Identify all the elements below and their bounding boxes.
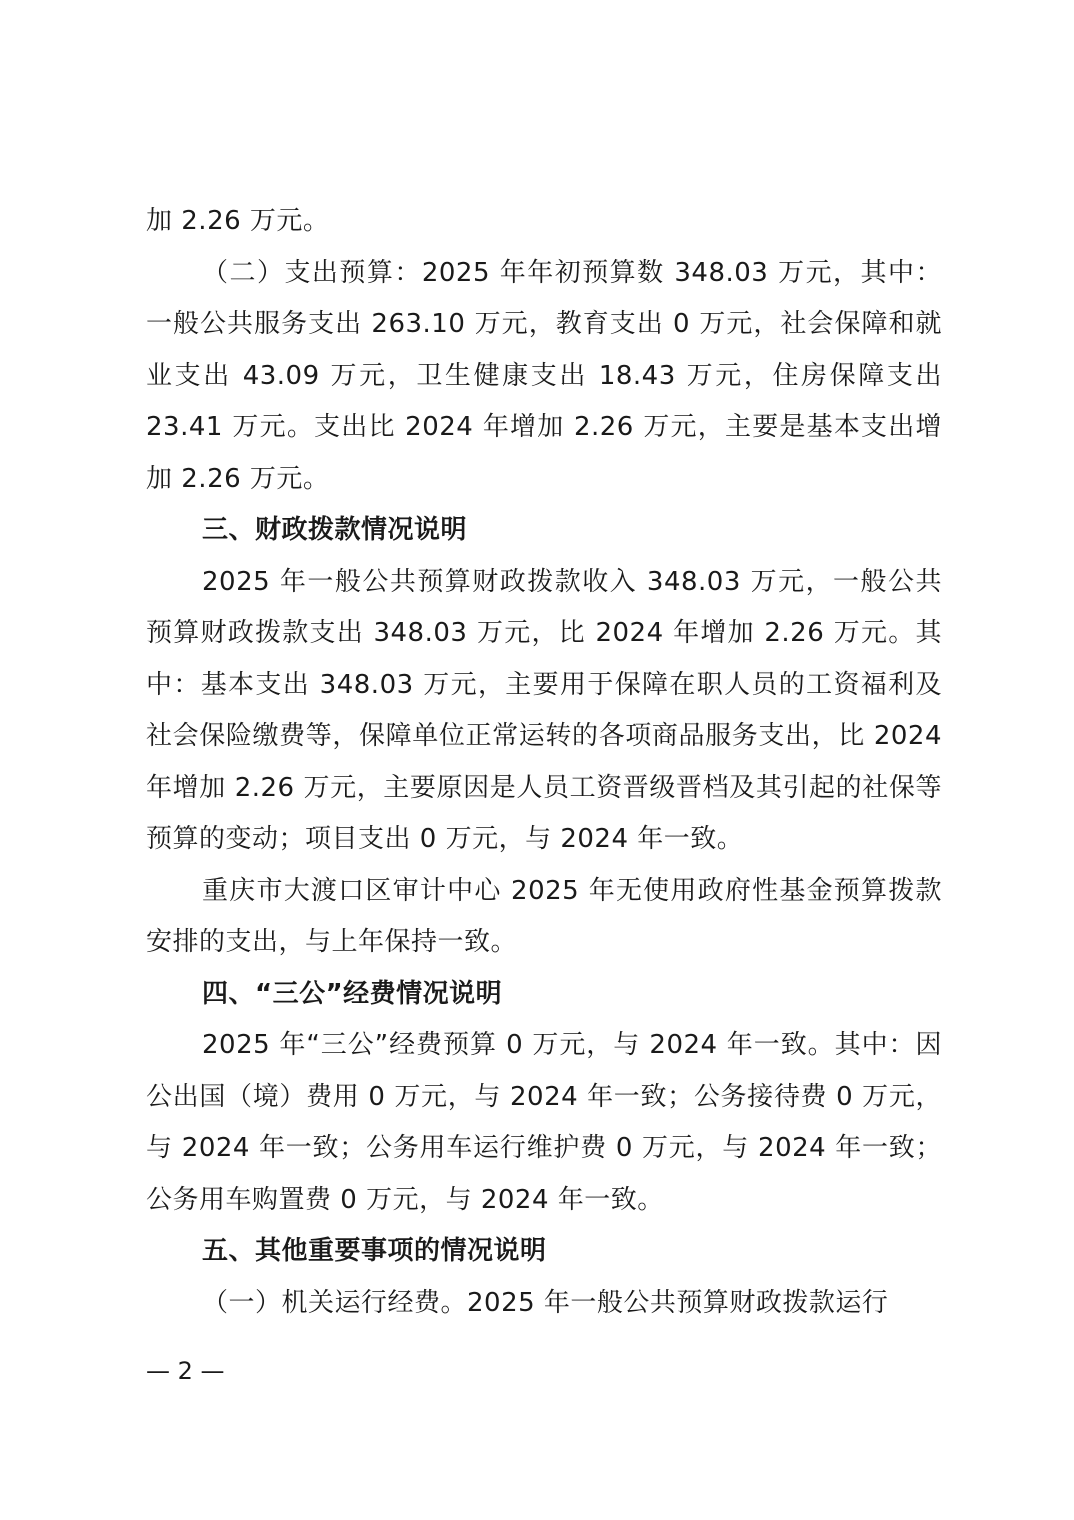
paragraph-fiscal-appropriation: 2025 年一般公共预算财政拨款收入 348.03 万元，一般公共预算财政拨款支出 348.03 万元，比 2024 年增加 2.26 万元。其中：基本支出 348.03 万元，主要用于保障在职人员的工资福利及社会保险缴费等，保障单位正常运转的各项商品服务支出，比 2024 年增加 2.26 万元，主要原因是人员工资晋级晋档及其引起的社保等预算的变动；项目支出 0 万元，与 2024 年一致。 <box>146 566 942 854</box>
paragraph-operating-expenses: （一）机关运行经费。2025 年一般公共预算财政拨款运行 <box>202 1287 889 1318</box>
page-number: — 2 — <box>146 1357 225 1385</box>
paragraph-government-fund: 重庆市大渡口区审计中心 2025 年无使用政府性基金预算拨款安排的支出，与上年保持一致。 <box>146 875 942 957</box>
paragraph-continuation: 加 2.26 万元。 <box>146 206 330 236</box>
paragraph-expenditure-budget: （二）支出预算：2025 年年初预算数 348.03 万元，其中：一般公共服务支出 263.10 万元，教育支出 0 万元，社会保障和就业支出 43.09 万元，卫生健康支出 18.43 万元，住房保障支出 23.41 万元。支出比 2024 年增加 2.26 万元，主要是基本支出增加 2.26 万元。 <box>146 257 942 494</box>
section-heading-other-matters: 五、其他重要事项的情况说明 <box>202 1236 547 1266</box>
section-heading-three-public-expenses: 四、“三公”经费情况说明 <box>202 978 503 1009</box>
paragraph-three-public-expenses: 2025 年“三公”经费预算 0 万元，与 2024 年一致。其中：因公出国（境）费用 0 万元，与 2024 年一致；公务接待费 0 万元，与 2024 年一致；公务用车运行维护费 0 万元，与 2024 年一致；公务用车购置费 0 万元，与 2024 年一致。 <box>146 1030 942 1215</box>
document-body <box>146 196 942 1329</box>
section-heading-fiscal-appropriation: 三、财政拨款情况说明 <box>202 515 468 545</box>
